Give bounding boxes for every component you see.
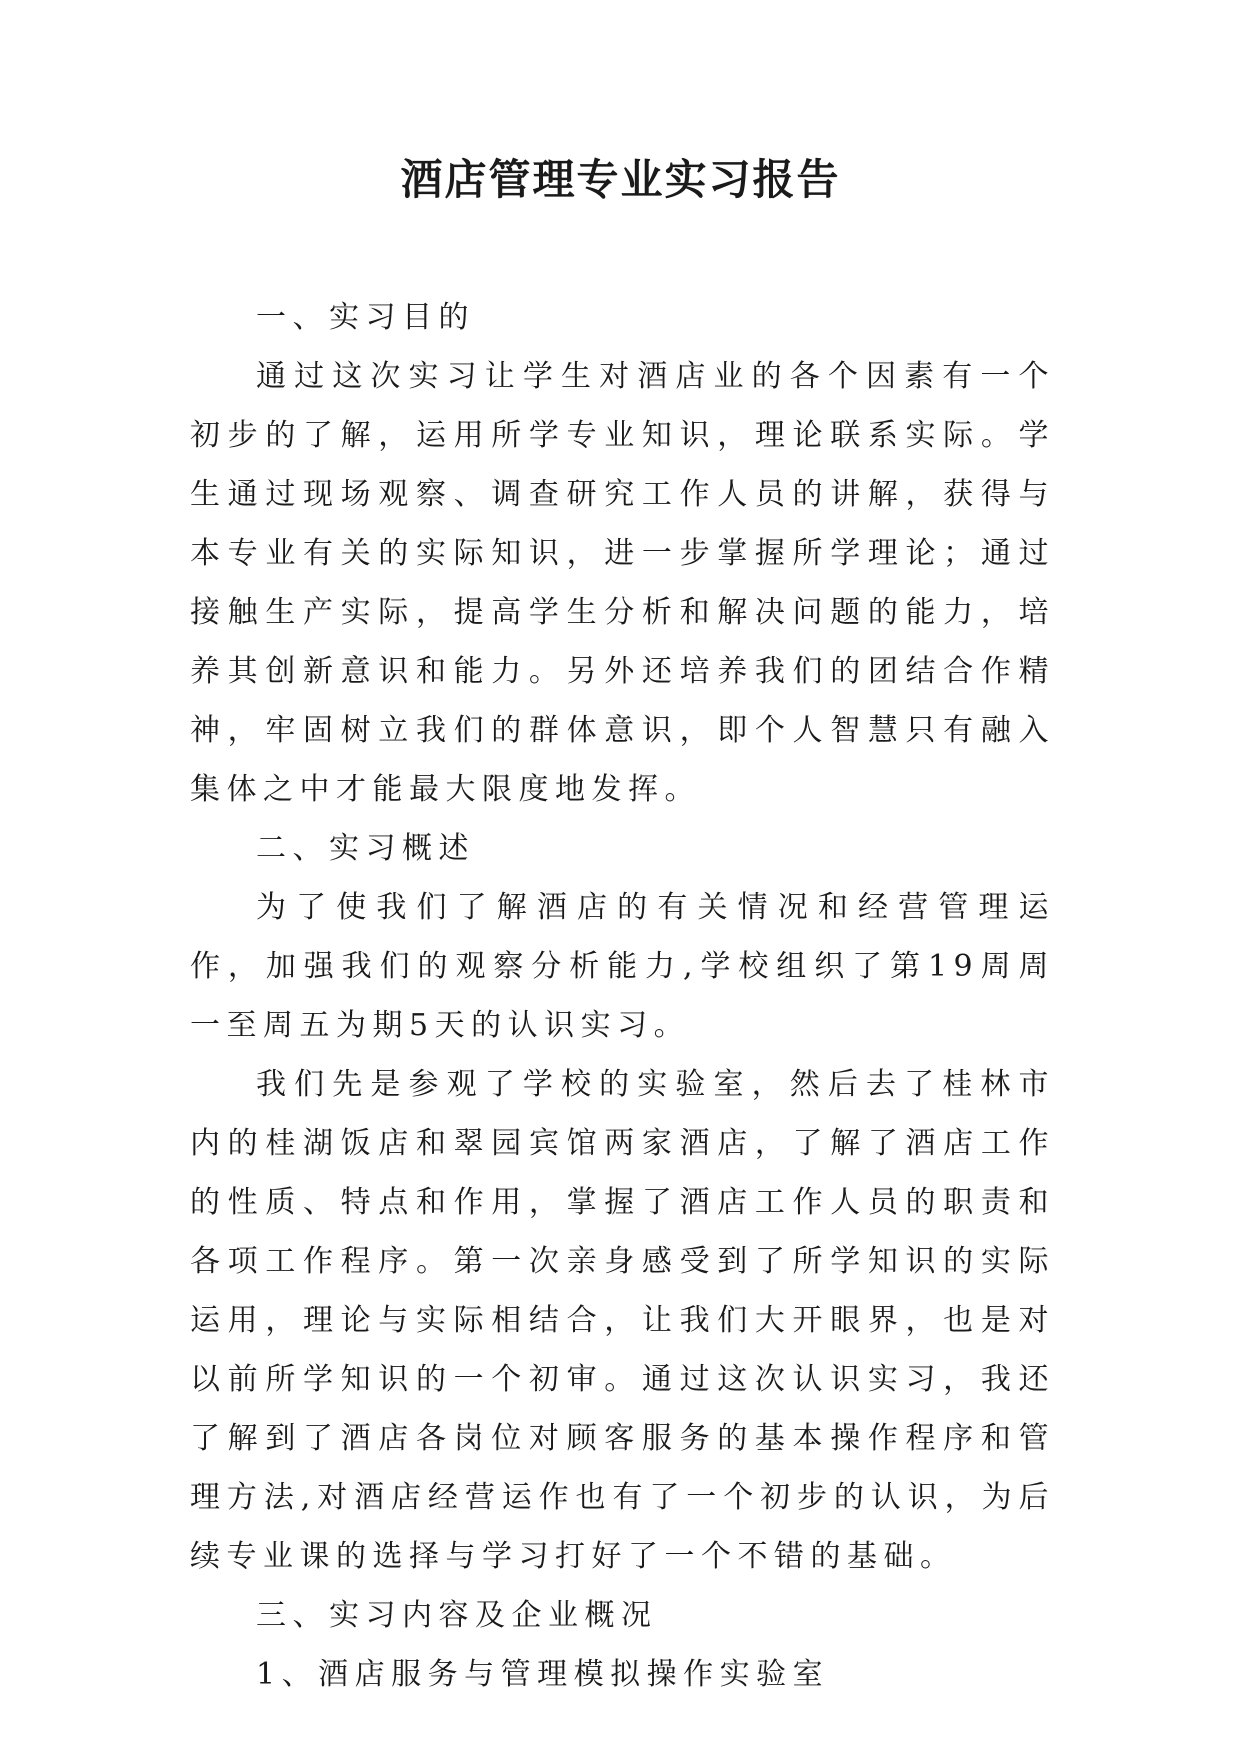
paragraph-overview-1: 为了使我们了解酒店的有关情况和经营管理运作，加强我们的观察分析能力,学校组织了第19周周一至周五为期5天的认识实习。: [190, 890, 1055, 1043]
section-heading-overview: 二、实习概述: [256, 831, 475, 866]
section-heading-content: 三、实习内容及企业概况: [256, 1598, 658, 1633]
document-title: 酒店管理专业实习报告: [400, 155, 841, 204]
section-heading-purpose: 一、实习目的: [256, 300, 475, 335]
document-body: [190, 288, 1055, 1704]
paragraph-purpose: 通过这次实习让学生对酒店业的各个因素有一个初步的了解，运用所学专业知识，理论联系实际。学生通过现场观察、调查研究工作人员的讲解，获得与本专业有关的实际知识，进一步掌握所学理论；通过接触生产实际，提高学生分析和解决问题的能力，培养其创新意识和能力。另外还培养我们的团结合作精神，牢固树立我们的群体意识，即个人智慧只有融入集体之中才能最大限度地发挥。: [190, 359, 1055, 807]
paragraph-overview-2: 我们先是参观了学校的实验室，然后去了桂林市内的桂湖饭店和翠园宾馆两家酒店，了解了酒店工作的性质、特点和作用，掌握了酒店工作人员的职责和各项工作程序。第一次亲身感受到了所学知识的实际运用，理论与实际相结合，让我们大开眼界，也是对以前所学知识的一个初审。通过这次认识实习，我还了解到了酒店各岗位对顾客服务的基本操作程序和管理方法,对酒店经营运作也有了一个初步的认识，为后续专业课的选择与学习打好了一个不错的基础。: [190, 1067, 1055, 1574]
subsection-heading-lab: 1、酒店服务与管理模拟操作实验室: [256, 1657, 830, 1692]
